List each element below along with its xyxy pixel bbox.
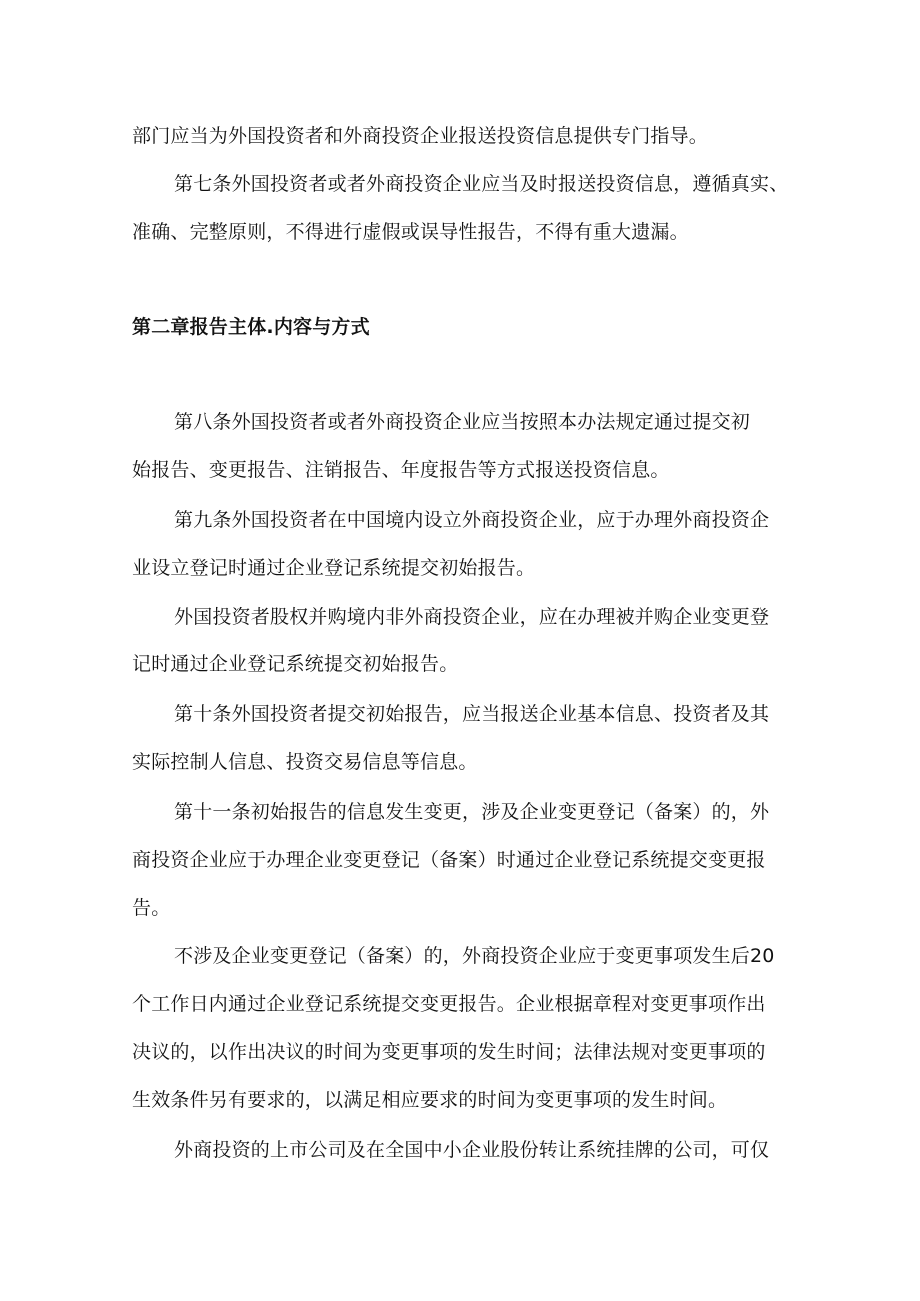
article-11-line-2: 商投资企业应于办理企业变更登记（备案）时通过企业登记系统提交变更报 bbox=[132, 849, 766, 871]
article-7-line-2: 准确、完整原则，不得进行虚假或误导性报告，不得有重大遗漏。 bbox=[132, 221, 689, 243]
paragraph-line-1: 外国投资者股权并购境内非外商投资企业，应在办理被并购企业变更登 bbox=[174, 606, 770, 628]
article-10-line-2: 实际控制人信息、投资交易信息等信息。 bbox=[132, 751, 478, 773]
paragraph-line-4: 生效条件另有要求的，以满足相应要求的时间为变更事项的发生时间。 bbox=[132, 1089, 728, 1111]
paragraph-line-1: 外商投资的上市公司及在全国中小企业股份转让系统挂牌的公司，可仅 bbox=[174, 1139, 770, 1161]
article-11-line-1: 第十一条初始报告的信息发生变更，涉及企业变更登记（备案）的，外 bbox=[174, 801, 770, 823]
article-9-line-2: 业设立登记时通过企业登记系统提交初始报告。 bbox=[132, 557, 536, 579]
paragraph-line-2: 个工作日内通过企业登记系统提交变更报告。企业根据章程对变更事项作出 bbox=[132, 993, 766, 1015]
paragraph-line-3: 决议的，以作出决议的时间为变更事项的发生时间；法律法规对变更事项的 bbox=[132, 1041, 766, 1063]
paragraph-line-1: 不涉及企业变更登记（备案）的，外商投资企业应于变更事项发生后20 bbox=[174, 945, 775, 967]
paragraph-line-2: 记时通过企业登记系统提交初始报告。 bbox=[132, 653, 459, 675]
article-9-line-1: 第九条外国投资者在中国境内设立外商投资企业，应于办理外商投资企 bbox=[174, 509, 770, 531]
text-line: 部门应当为外国投资者和外商投资企业报送投资信息提供专门指导。 bbox=[132, 125, 709, 147]
article-7-line-1: 第七条外国投资者或者外商投资企业应当及时报送投资信息，遵循真实、 bbox=[174, 173, 789, 195]
article-10-line-1: 第十条外国投资者提交初始报告，应当报送企业基本信息、投资者及其 bbox=[174, 703, 770, 725]
article-8-line-2: 始报告、变更报告、注销报告、年度报告等方式报送投资信息。 bbox=[132, 459, 670, 481]
chapter-heading: 第二章报告主体.内容与方式 bbox=[132, 316, 370, 338]
article-11-line-3: 告。 bbox=[132, 897, 171, 919]
article-8-line-1: 第八条外国投资者或者外商投资企业应当按照本办法规定通过提交初 bbox=[174, 411, 751, 433]
